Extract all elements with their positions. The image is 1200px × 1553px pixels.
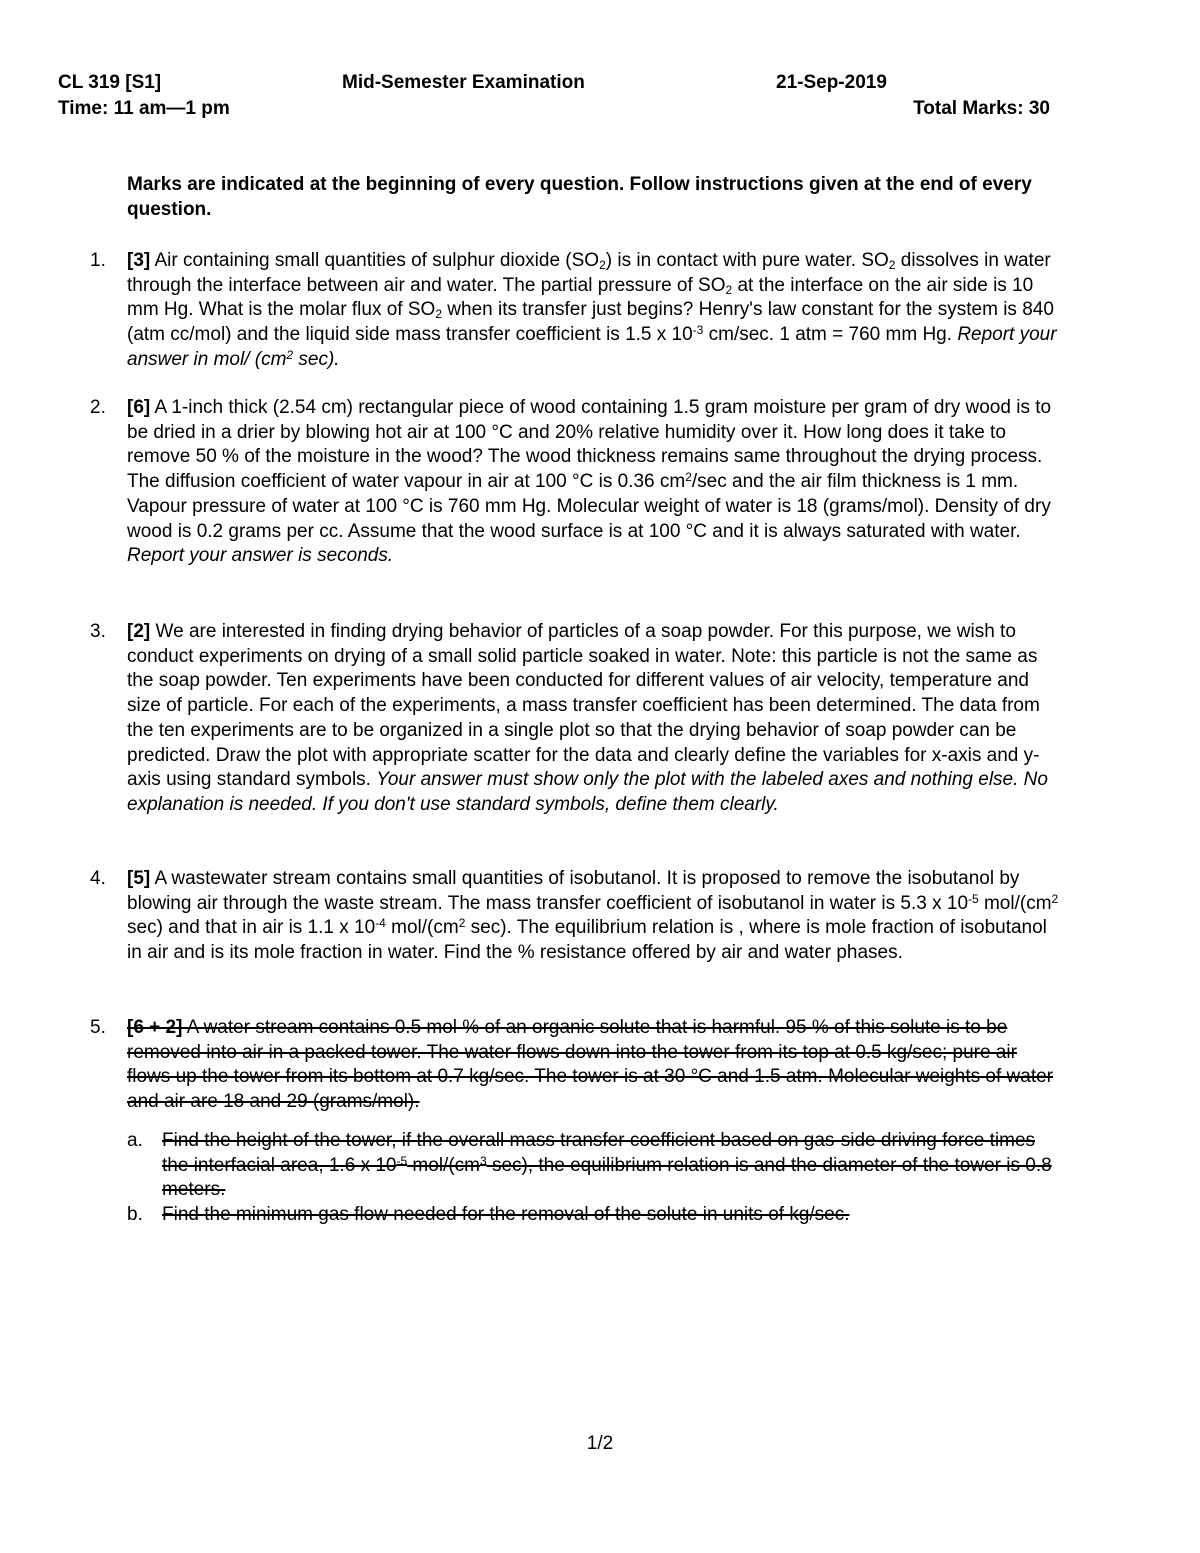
question-body xyxy=(127,396,1062,569)
subscript: 2 xyxy=(435,307,442,322)
superscript: -5 xyxy=(396,1153,408,1168)
answer-instruction: sec). xyxy=(293,348,340,370)
question-text: sec) and that in air is 1.1 x 10 xyxy=(127,917,376,939)
superscript: 3 xyxy=(479,1153,487,1168)
question-1 xyxy=(90,249,1070,373)
answer-instruction: Report your answer in mol/ (cm xyxy=(127,324,1057,370)
question-text: A wastewater stream contains small quantities of isobutanol. It is proposed to remove the isobutanol by blowing air through the waste stream. The mass transfer coefficient of isobutanol in water is 5.3 x 10 xyxy=(127,868,1020,914)
question-number: 3. xyxy=(90,621,106,642)
question-text: dissolves in water through the interface between air and water. The partial pressure of SO xyxy=(127,250,1051,296)
question-text: at the interface on the air side is 10 mm Hg. What is the molar flux of SO xyxy=(127,274,1034,321)
subscript: 2 xyxy=(888,258,896,272)
question-2 xyxy=(90,396,1070,569)
question-text: A 1-inch thick (2.54 cm) rectangular piece of wood containing 1.5 gram moisture per gram of dry wood is to be dried in a drier by blowing hot air at 100 °C and 20% relative humidity over it. How long does it take to remove 50 % of the moisture in the wood? The wood thickness remains same throughout the drying process. The diffusion coefficient of water vapour in air at 100 °C is 0.36 cm xyxy=(127,397,1052,493)
subscript: 2 xyxy=(599,258,606,272)
subquestion-a xyxy=(127,1129,1062,1203)
exam-title: Mid-Semester Examination xyxy=(342,72,585,93)
question-text: A water stream contains 0.5 mol % of an organic solute that is harmful. 95 % of this solute is to be removed into air in a packed tower. The water flows down into the tower from its top at 0.5 kg/sec; pure air flows up the tower from its bottom at 0.7 kg/sec. The tower is at 30 °C and 1.5 atm. Molecular weights of water and air are 18 and 29 (grams/mol). xyxy=(127,1017,1053,1113)
superscript: 2 xyxy=(286,347,294,362)
total-marks: Total Marks: 30 xyxy=(913,98,1050,119)
question-text: mol/(cm xyxy=(978,892,1052,914)
subquestion-text xyxy=(162,1129,1062,1203)
question-body xyxy=(127,620,1062,818)
question-4 xyxy=(90,867,1070,966)
question-text: when its transfer just begins? Henry's law constant for the system is 840 (atm cc/mol) and the liquid side mass transfer coefficient is 1.5 x 10 xyxy=(127,299,1054,346)
question-marks: [5] xyxy=(127,868,151,889)
exam-time: Time: 11 am—1 pm xyxy=(58,98,230,119)
superscript: -3 xyxy=(692,323,704,338)
question-number: 5. xyxy=(90,1017,106,1038)
question-text: sec). The equilibrium relation is , where is mole fraction of isobutanol in air and is its mole fraction in water. Find the % resistance offered by air and water phases. xyxy=(127,917,1047,964)
superscript: -4 xyxy=(375,916,386,931)
question-5 xyxy=(90,1016,1070,1228)
answer-instruction: Report your answer is seconds. xyxy=(127,545,394,567)
question-number: 1. xyxy=(90,250,106,271)
superscript: 2 xyxy=(1051,891,1059,906)
instructions: Marks are indicated at the beginning of every question. Follow instructions given at the end of every question. xyxy=(127,174,1032,220)
question-body xyxy=(127,1016,1062,1115)
question-text: mol/(cm xyxy=(407,1154,480,1176)
answer-instruction: Your answer must show only the plot with the labeled axes and nothing else. No explanation is needed. If you don't use standard symbols, define them clearly. xyxy=(127,769,1048,815)
question-text: sec), the equilibrium relation is and the diameter of the tower is 0.8 meters. xyxy=(162,1154,1052,1201)
question-text: cm/sec. 1 atm = 760 mm Hg. xyxy=(703,324,958,346)
question-text: We are interested in finding drying behavior of particles of a soap powder. For this purpose, we wish to conduct experiments on drying of a small solid particle soaked in water. Note: this particle is not the same as the soap powder. Ten experiments have been conducted for different values of air velocity, temperature and size of particle. For each of the experiments, a mass transfer coefficient has been determined. The data from the ten experiments are to be organized in a single plot so that the drying behavior of soap powder can be predicted. Draw the plot with appropriate scatter for the data and clearly define the variables for x-axis and y-axis using standard symbols. xyxy=(127,621,1040,791)
subquestion-label: a. xyxy=(127,1129,143,1151)
question-text: Find the height of the tower, if the overall mass transfer coefficient based on gas-side driving force times the interfacial area, 1.6 x 10 xyxy=(162,1129,1036,1176)
subquestion-b xyxy=(127,1203,1062,1228)
question-marks: [2] xyxy=(127,621,151,642)
question-text: mol/(cm xyxy=(385,917,459,939)
question-text: Air containing small quantities of sulphur dioxide (SO xyxy=(150,250,600,271)
question-marks: [3] xyxy=(127,250,151,271)
subquestion-label: b. xyxy=(127,1203,143,1225)
course-code: CL 319 [S1] xyxy=(58,72,162,93)
superscript: -5 xyxy=(968,891,979,906)
question-marks: [6] xyxy=(127,397,151,418)
question-text: /sec and the air film thickness is 1 mm. Vapour pressure of water at 100 °C is 760 mm Hg. Molecular weight of water is 18 (grams/mol). Density of dry wood is 0.2 grams per cc. Assume that the wood surface is at 100 °C and it is always saturated with water. xyxy=(127,471,1051,542)
superscript: 2 xyxy=(685,470,692,485)
question-body xyxy=(127,867,1062,966)
subquestion-text: Find the minimum gas flow needed for the removal of the solute in units of kg/sec. xyxy=(162,1203,850,1225)
question-body xyxy=(127,249,1062,373)
question-number: 2. xyxy=(90,397,106,418)
superscript: 2 xyxy=(458,916,466,931)
question-number: 4. xyxy=(90,868,106,889)
subscript: 2 xyxy=(725,282,733,297)
question-text: ) is in contact with pure water. SO xyxy=(605,250,889,271)
page-number: 1/2 xyxy=(586,1433,614,1454)
question-3 xyxy=(90,620,1070,818)
exam-date: 21-Sep-2019 xyxy=(776,72,887,93)
question-marks: [6 + 2] xyxy=(127,1017,183,1038)
